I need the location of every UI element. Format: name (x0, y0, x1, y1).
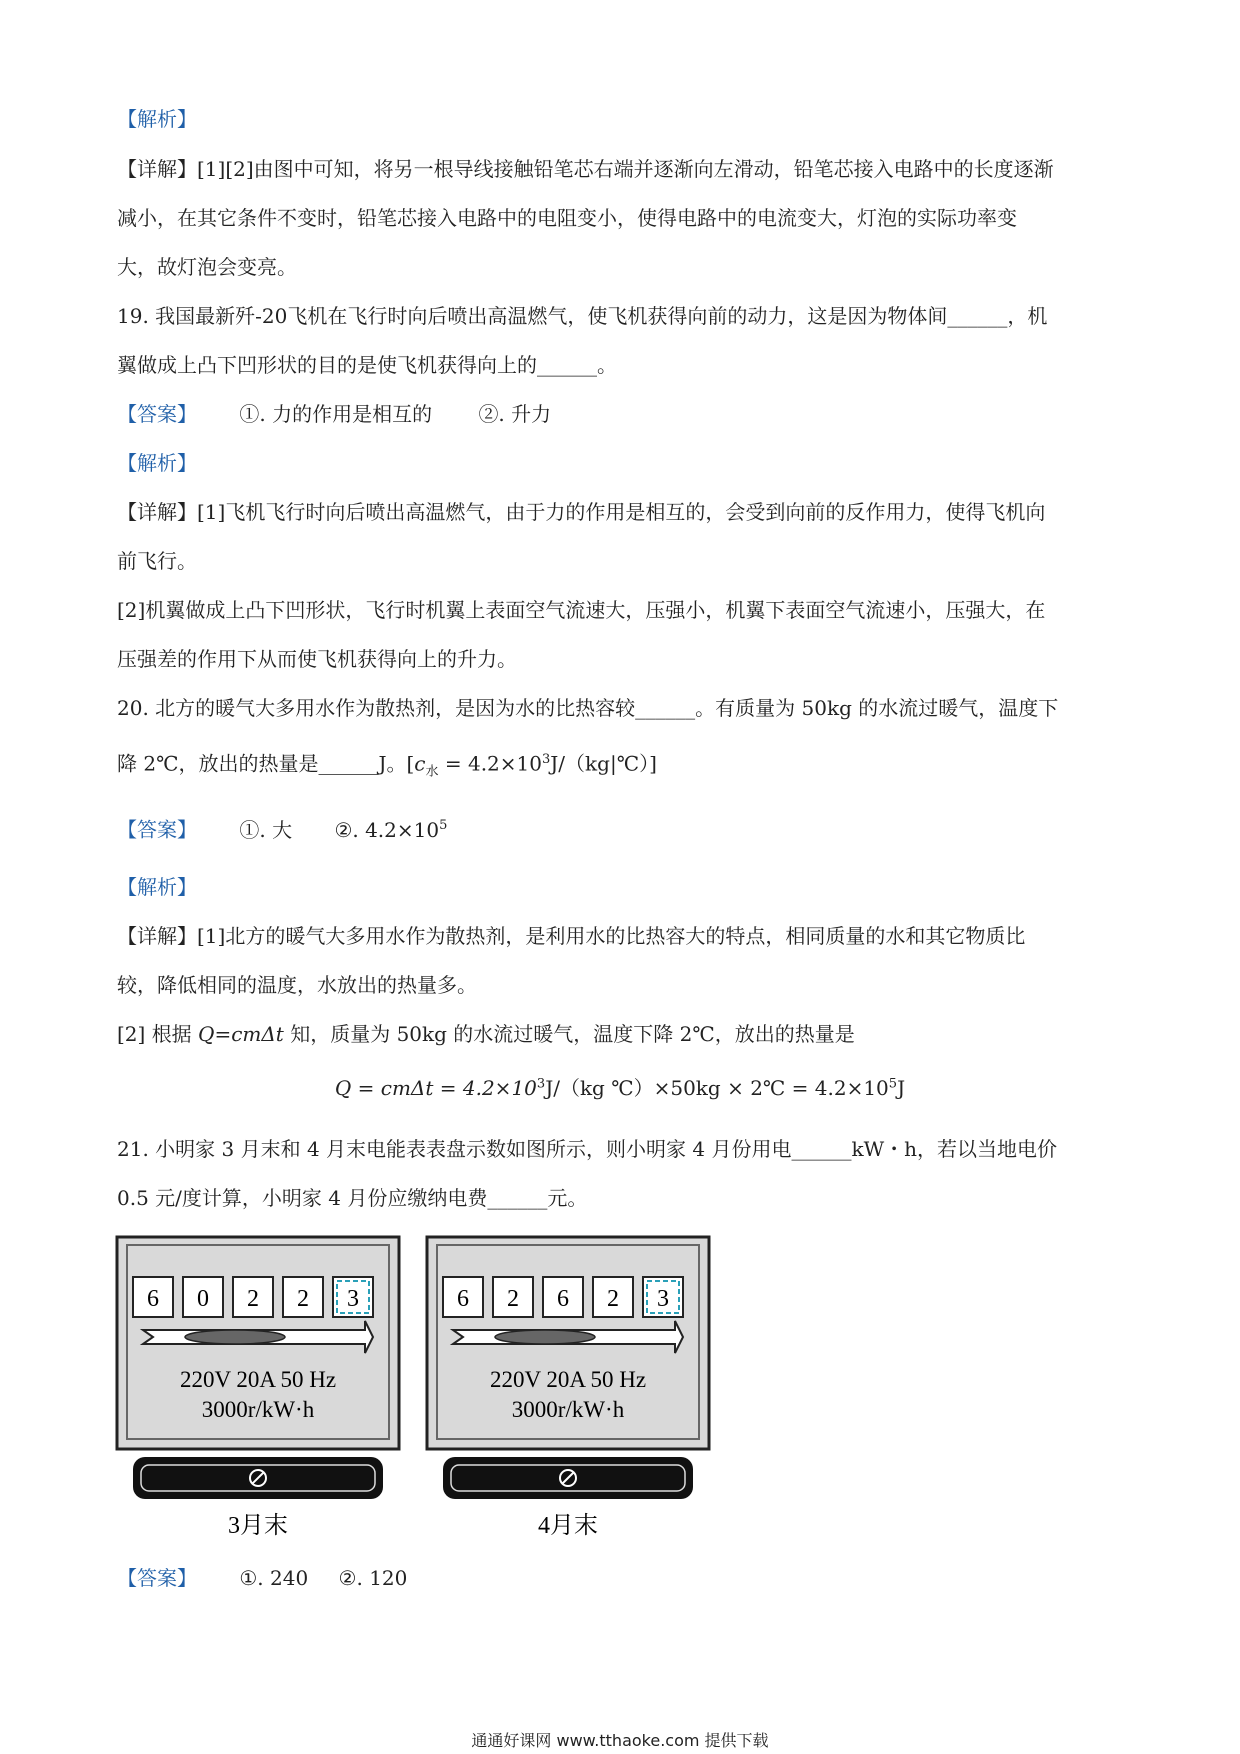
meter-spec: 3000r/kW·h (201, 1397, 315, 1422)
digit: 6 (147, 1286, 159, 1312)
meter-caption: 3月末 (228, 1513, 288, 1539)
digit: 2 (247, 1286, 259, 1312)
detail-paragraph: 较，降低相同的温度，水放出的热量多。 (117, 973, 477, 997)
answer-item: ①. 力的作用是相互的 (239, 402, 433, 426)
answer-21 (117, 1563, 407, 1593)
q20-c: c (414, 751, 426, 776)
q20-post: J/（kg|℃）] (550, 751, 657, 776)
answer-item: ②. 升力 (478, 402, 552, 426)
q20-sub: 水 (425, 764, 439, 780)
detail-paragraph: 减小，在其它条件不变时，铅笔芯接入电路中的电阻变小，使得电路中的电流变大，灯泡的实际功率变 (117, 206, 1017, 230)
answer-exp: 5 (439, 818, 448, 833)
answer-tag: 【答案】 (117, 817, 197, 842)
detail-text: [2] 根据 (117, 1022, 199, 1046)
answer-item: ①. 大 (239, 817, 293, 842)
meter-digits (443, 1277, 683, 1317)
analysis-heading: 【解析】 (117, 107, 197, 131)
equation (0, 1072, 1240, 1101)
detail-paragraph (117, 1019, 855, 1049)
answer-20 (117, 811, 447, 845)
digit: 6 (557, 1286, 569, 1312)
formula: Q=cmΔt (198, 1022, 284, 1046)
digit: 2 (507, 1286, 519, 1312)
question-20 (117, 745, 657, 788)
digit: 2 (607, 1286, 619, 1312)
q20-text: 降 2℃，放出的热量是______J。[ (117, 751, 415, 776)
detail-paragraph: 前飞行。 (117, 549, 197, 573)
question-19: 19. 我国最新歼-20飞机在飞行时向后喷出高温燃气，使飞机获得向前的动力，这是因为物体间______，机 (117, 304, 1048, 328)
eq-exp: 3 (536, 1076, 546, 1092)
eq-mid: J/（kg ℃）×50kg × 2℃ = 4.2×10 (545, 1076, 889, 1100)
meter-spec: 220V 20A 50 Hz (489, 1367, 647, 1392)
question-21: 21. 小明家 3 月末和 4 月末电能表表盘示数如图所示，则小明家 4 月份用电______kW・h，若以当地电价 (117, 1137, 1058, 1161)
q20-exp: 3 (542, 752, 551, 767)
question-21: 0.5 元/度计算，小明家 4 月份应缴纳电费______元。 (117, 1186, 588, 1210)
digit: 0 (197, 1286, 209, 1312)
digit: 3 (657, 1286, 669, 1312)
answer-19 (117, 399, 551, 429)
meter-digits (133, 1277, 373, 1317)
detail-paragraph: [2]机翼做成上凸下凹形状，飞行时机翼上表面空气流速大，压强小，机翼下表面空气流速小，压强大，在 (117, 598, 1046, 622)
digit: 6 (457, 1286, 469, 1312)
energy-meter-march (115, 1235, 405, 1545)
meter-caption: 4月末 (538, 1513, 598, 1539)
eq-end: J (897, 1076, 906, 1100)
answer-item: ②. 4.2×10 (334, 817, 440, 842)
answer-item: ①. 240 (239, 1566, 309, 1590)
energy-meter-april (425, 1235, 715, 1545)
eq-main: Q = cmΔt = 4.2×10 (334, 1076, 537, 1100)
question-20: 20. 北方的暖气大多用水作为散热剂，是因为水的比热容较______。有质量为 50kg 的水流过暖气，温度下 (117, 696, 1059, 720)
answer-tag: 【答案】 (117, 1566, 197, 1590)
question-19: 翼做成上凸下凹形状的目的是使飞机获得向上的______。 (117, 353, 617, 377)
meter-spec: 3000r/kW·h (511, 1397, 625, 1422)
analysis-heading: 【解析】 (117, 875, 197, 899)
q20-eq: = 4.2×10 (438, 751, 542, 776)
answer-tag: 【答案】 (117, 402, 197, 426)
detail-paragraph: 【详解】[1]北方的暖气大多用水作为散热剂，是利用水的比热容大的特点，相同质量的水和其它物质比 (117, 924, 1026, 948)
detail-paragraph: 大，故灯泡会变亮。 (117, 255, 297, 279)
rotor-disc-icon (185, 1330, 285, 1344)
meter-spec: 220V 20A 50 Hz (179, 1367, 337, 1392)
detail-paragraph: 【详解】[1][2]由图中可知，将另一根导线接触铅笔芯右端并逐渐向左滑动，铅笔芯接入电路中的长度逐渐 (117, 157, 1054, 181)
answer-item: ②. 120 (338, 1566, 408, 1590)
rotor-disc-icon (495, 1330, 595, 1344)
digit: 3 (347, 1286, 359, 1312)
page-footer: 通通好课网 www.tthaoke.com 提供下载 (471, 1731, 769, 1750)
digit: 2 (297, 1286, 309, 1312)
eq-exp: 5 (888, 1076, 898, 1092)
analysis-heading: 【解析】 (117, 451, 197, 475)
detail-text: 知，质量为 50kg 的水流过暖气，温度下降 2℃，放出的热量是 (283, 1022, 855, 1046)
detail-paragraph: 压强差的作用下从而使飞机获得向上的升力。 (117, 647, 517, 671)
detail-paragraph: 【详解】[1]飞机飞行时向后喷出高温燃气，由于力的作用是相互的，会受到向前的反作用力，使得飞机向 (117, 500, 1046, 524)
